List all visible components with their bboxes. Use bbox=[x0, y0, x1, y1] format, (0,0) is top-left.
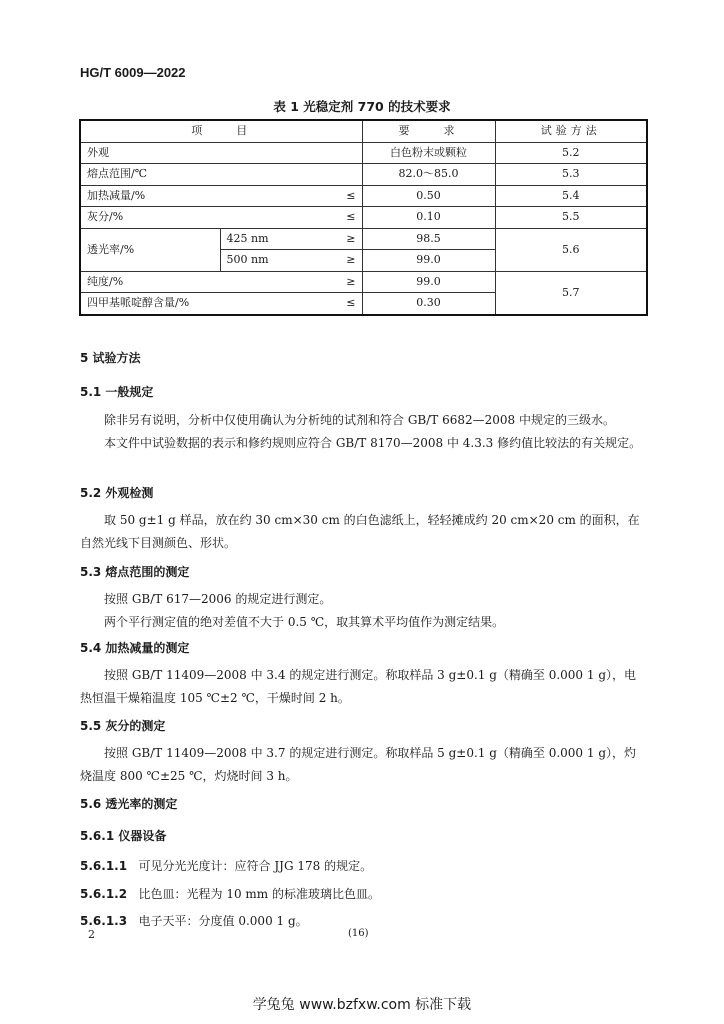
section-heading-5: 5 试验方法 bbox=[80, 351, 141, 365]
row-item: 透光率/% bbox=[80, 228, 220, 271]
col-header-requirement: 要 求 bbox=[362, 120, 495, 142]
row-method: 5.6 bbox=[495, 228, 647, 271]
page-serial: (16) bbox=[348, 928, 369, 939]
item-label: 四甲基哌啶醇含量/% bbox=[87, 296, 190, 310]
section-heading-5-6-1: 5.6.1 仪器设备 bbox=[80, 829, 167, 843]
comparison-symbol: ≤ bbox=[346, 188, 356, 202]
row-item bbox=[80, 293, 362, 315]
section-heading-5-4: 5.4 加热减量的测定 bbox=[80, 641, 190, 655]
row-requirement: 0.50 bbox=[362, 185, 495, 207]
row-requirement: 99.0 bbox=[362, 250, 495, 272]
col-header-method: 试验方法 bbox=[495, 120, 647, 142]
row-requirement: 白色粉末或颗粒 bbox=[362, 142, 495, 164]
subitem-label: 500 nm bbox=[226, 253, 269, 267]
paragraph: 取 50 g±1 g 样品，放在约 30 cm×30 cm 的白色滤纸上，轻轻摊成约 20 cm×20 cm 的面积，在自然光线下目测颜色、形状。 bbox=[80, 513, 640, 550]
row-item bbox=[80, 207, 362, 229]
item-label: 纯度/% bbox=[87, 274, 124, 288]
row-item bbox=[80, 185, 362, 207]
table-header-row bbox=[80, 120, 647, 142]
row-method: 5.4 bbox=[495, 185, 647, 207]
row-item: 外观 bbox=[80, 142, 362, 164]
comparison-symbol: ≤ bbox=[346, 296, 356, 310]
row-item bbox=[80, 271, 362, 293]
col-header-item: 项 目 bbox=[80, 120, 362, 142]
section-heading-5-3: 5.3 熔点范围的测定 bbox=[80, 565, 190, 579]
section-5-3-body bbox=[80, 588, 646, 634]
paragraph: 按照 GB/T 11409—2008 中 3.7 的规定进行测定。称取样品 5 g±0.1 g（精确至 0.000 1 g），灼烧温度 800 ℃±25 ℃，灼烧时间 3 h。 bbox=[80, 746, 637, 783]
clause-5-6-1-1 bbox=[80, 857, 372, 874]
table-row bbox=[80, 142, 647, 164]
section-heading-5-5: 5.5 灰分的测定 bbox=[80, 719, 166, 733]
row-method: 5.7 bbox=[495, 271, 647, 315]
row-requirement: 99.0 bbox=[362, 271, 495, 293]
clause-text: 比色皿：光程为 10 mm 的标准玻璃比色皿。 bbox=[138, 887, 381, 901]
table-caption: 表 1 光稳定剂 770 的技术要求 bbox=[273, 99, 451, 114]
section-5-4-body bbox=[80, 664, 646, 710]
page-number: 2 bbox=[88, 928, 95, 941]
row-method: 5.3 bbox=[495, 164, 647, 186]
paragraph: 本文件中试验数据的表示和修约规则应符合 GB/T 8170—2008 中 4.3.3 修约值比较法的有关规定。 bbox=[104, 436, 642, 450]
row-requirement: 98.5 bbox=[362, 228, 495, 250]
comparison-symbol: ≥ bbox=[346, 231, 356, 245]
watermark-footer: 学兔兔 www.bzfxw.com 标准下载 bbox=[252, 997, 472, 1013]
section-5-1-body bbox=[80, 409, 646, 455]
table-row bbox=[80, 271, 647, 293]
paragraph: 按照 GB/T 11409—2008 中 3.4 的规定进行测定。称取样品 3 g±0.1 g（精确至 0.000 1 g），电热恒温干燥箱温度 105 ℃±2 ℃，干燥时间 2 h。 bbox=[80, 668, 637, 705]
clause-text: 可见分光光度计：应符合 JJG 178 的规定。 bbox=[138, 859, 373, 873]
comparison-symbol: ≤ bbox=[346, 210, 356, 224]
requirements-table bbox=[79, 119, 648, 316]
table-row bbox=[80, 207, 647, 229]
clause-number: 5.6.1.3 bbox=[80, 914, 128, 928]
row-requirement: 0.30 bbox=[362, 293, 495, 315]
paragraph: 除非另有说明，分析中仅使用确认为分析纯的试剂和符合 GB/T 6682—2008 中规定的三级水。 bbox=[104, 413, 615, 427]
row-requirement: 82.0～85.0 bbox=[362, 164, 495, 186]
paragraph: 按照 GB/T 617—2006 的规定进行测定。 bbox=[104, 592, 332, 606]
section-heading-5-1: 5.1 一般规定 bbox=[80, 385, 154, 399]
subitem-label: 425 nm bbox=[226, 231, 269, 245]
row-item: 熔点范围/℃ bbox=[80, 164, 362, 186]
clause-5-6-1-2 bbox=[80, 885, 380, 902]
clause-text: 电子天平：分度值 0.000 1 g。 bbox=[138, 914, 308, 928]
table-row bbox=[80, 185, 647, 207]
section-heading-5-2: 5.2 外观检测 bbox=[80, 486, 154, 500]
section-5-5-body bbox=[80, 742, 646, 788]
row-requirement: 0.10 bbox=[362, 207, 495, 229]
row-subitem bbox=[220, 228, 362, 250]
section-5-2-body bbox=[80, 509, 646, 555]
row-subitem bbox=[220, 250, 362, 272]
comparison-symbol: ≥ bbox=[346, 253, 356, 267]
comparison-symbol: ≥ bbox=[346, 274, 356, 288]
item-label: 加热减量/% bbox=[87, 188, 146, 202]
clause-number: 5.6.1.1 bbox=[80, 859, 128, 873]
standard-code: HG/T 6009—2022 bbox=[80, 65, 186, 80]
paragraph: 两个平行测定值的绝对差值不大于 0.5 ℃，取其算术平均值作为测定结果。 bbox=[104, 615, 505, 629]
clause-5-6-1-3 bbox=[80, 912, 308, 929]
table-row bbox=[80, 228, 647, 250]
table-row bbox=[80, 164, 647, 186]
item-label: 灰分/% bbox=[87, 210, 124, 224]
section-heading-5-6: 5.6 透光率的测定 bbox=[80, 797, 178, 811]
clause-number: 5.6.1.2 bbox=[80, 887, 128, 901]
row-method: 5.2 bbox=[495, 142, 647, 164]
row-method: 5.5 bbox=[495, 207, 647, 229]
